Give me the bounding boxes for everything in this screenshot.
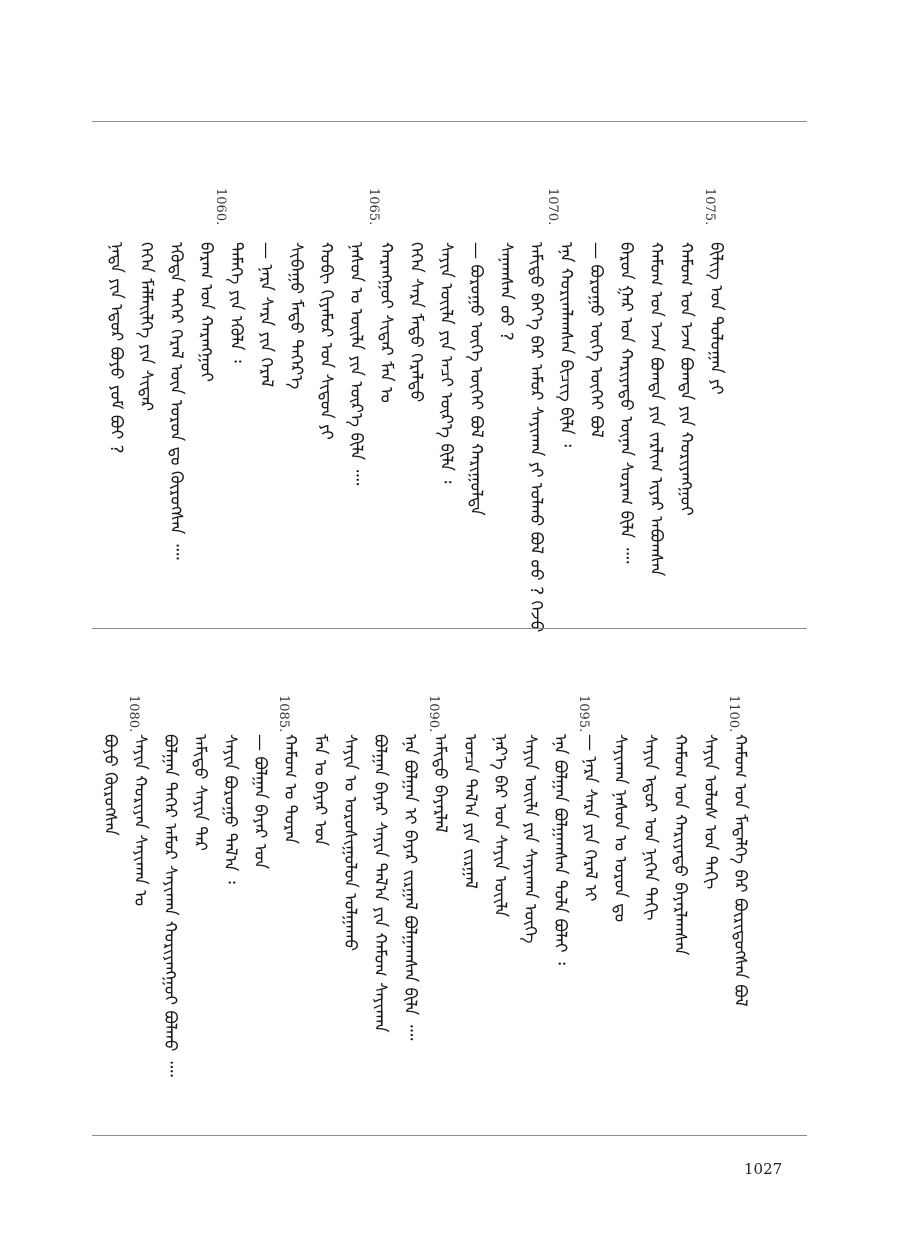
line-number: 1075. bbox=[702, 188, 717, 226]
verse-line-text: ᠰᠠᠨᠠᠭᠰᠠᠨ ᠤᠤ ? bbox=[496, 242, 516, 341]
line-number: 1090. bbox=[426, 695, 441, 733]
verse-line bbox=[162, 242, 186, 617]
verse-line-text: ᠬᠠᠮᠤᠭ ᠤᠨ ᠬᠠᠷᠢᠶᠠᠲᠤ ᠪᠠᠶᠠᠷᠯᠠᠭᠰᠠᠨ bbox=[670, 734, 690, 956]
verse-line-text: — ᠨᠠᠷᠠ ᠰᠠᠷᠠ ᠶᠢᠨ ᠭᠡᠷᠡᠯ bbox=[256, 242, 276, 388]
verse-line-text: ᠰᠢᠪᠠᠭᠤ ᠮᠡᠲᠦ ᠳᠡᠭᠡᠷ᠎ᠡ bbox=[286, 242, 306, 390]
line-number: 1080. bbox=[126, 695, 141, 733]
verse-line-text: ᠡᠨᠡ ᠪᠣᠯᠭᠠᠨ ᠪᠣᠯᠭᠠᠭᠰᠠᠨ ᠲᠤᠯᠠ ᠪᠣᠯᠠᠢ ᠄ bbox=[550, 734, 570, 965]
bottom-rule bbox=[92, 1135, 807, 1136]
verse-line bbox=[636, 734, 660, 1124]
verse-line bbox=[96, 734, 120, 1124]
verse-line-text: ᠬᠠᠮᠤᠭ ᠤ ᠳᠤᠷᠠᠨ bbox=[280, 734, 300, 845]
verse-line-text: ᠰᠠᠶᠢᠨ ᠡᠳᠦᠷ ᠤᠨ ᠨᠢᠭᠡᠨ ᠲᠡᠬᠢ bbox=[640, 734, 660, 921]
verse-line bbox=[432, 242, 456, 617]
verse-line bbox=[306, 734, 330, 1124]
verse-line bbox=[312, 242, 336, 617]
verse-line bbox=[216, 734, 240, 1124]
verse-line-text: ᠨᠡᠷ᠎ᠡ ᠪᠠᠷ ᠤᠨ ᠰᠠᠶᠢᠨ ᠦᠢᠯᠡ bbox=[490, 734, 510, 918]
verse-line bbox=[366, 734, 390, 1124]
verse-line bbox=[546, 734, 570, 1124]
line-number: 1065. bbox=[366, 188, 381, 226]
verse-block-1 bbox=[92, 122, 807, 633]
verse-line-text: ᠬᠠᠮᠤᠭ ᠤᠨ ᠡᠵᠡᠨ ᠪᠣᠭᠳᠠ ᠶᠢᠨ ᠬᠤᠷᠢᠶᠠᠩᠭᠤᠢ bbox=[676, 242, 696, 516]
verse-line-text: ᠪᠢᠯᠢᠭ ᠤᠨ ᠳᠣᠯᠣᠭᠠᠨ ᠶᠢ bbox=[706, 242, 726, 395]
verse-line-text: ᠰᠠᠶᠢᠬᠠᠨ ᠨᠠᠰᠤᠨ ᠤ ᠣᠷᠣᠨ ᠳᠤ bbox=[610, 734, 630, 923]
verse-line bbox=[456, 734, 480, 1124]
verse-line-text: ᠰᠠᠶᠢᠨ ᠬᠣᠷᠢᠶᠠᠨ ᠰᠠᠶᠢᠬᠠᠨ ᠤ bbox=[130, 734, 150, 907]
verse-line bbox=[672, 242, 696, 617]
verse-line-text: ᠰᠠᠶᠢᠨ ᠤ ᠣᠷᠣᠰᠢᠭᠤᠯᠤᠨ ᠣᠯᠭᠠᠬᠤ bbox=[340, 734, 360, 952]
verse-line bbox=[612, 242, 636, 617]
verse-line bbox=[156, 734, 180, 1124]
verse-line-text: ᠭᠡᠭᠡᠨ ᠰᠠᠷᠠ ᠮᠡᠲᠦ ᠭᠡᠷᠡᠯᠲᠦ bbox=[406, 242, 426, 403]
verse-line bbox=[402, 242, 426, 617]
line-number: 1095. bbox=[576, 695, 591, 733]
verse-line-text: ᠮᠠᠨ ᠤ ᠪᠠᠶᠠᠷ ᠤᠨ bbox=[310, 734, 330, 847]
verse-line-text: ᠪᠣᠯᠭᠠᠨ ᠪᠠᠶᠠᠷ ᠰᠠᠶᠢᠨ ᠲᠠᠯ᠎ᠠ ᠶᠢᠨ ᠬᠠᠮᠤᠭ ᠰᠠᠶᠢᠬᠠᠨ bbox=[370, 734, 390, 1033]
verse-line bbox=[582, 242, 606, 617]
verse-line bbox=[552, 242, 576, 617]
verse-line bbox=[372, 242, 396, 617]
verse-line bbox=[192, 242, 216, 617]
verse-line bbox=[132, 242, 156, 617]
page-number: 1027 bbox=[744, 1160, 783, 1178]
verse-line bbox=[252, 242, 276, 617]
verse-line bbox=[726, 734, 750, 1124]
verse-line-text: ᠪᠤᠶᠤ ᠬᠦᠷᠦᠭᠰᠡᠨ bbox=[100, 734, 120, 836]
verse-line bbox=[126, 734, 150, 1124]
verse-line-text: — ᠪᠤᠷᠤᠭᠤ ᠦᠭᠡ ᠦᠭᠡᠢ ᠪᠣᠯ bbox=[586, 242, 606, 438]
verse-line-text: ᠪᠠᠷᠤᠨ ᠭᠠᠷ ᠤᠨ ᠬᠠᠷᠢᠶᠠᠲᠤ ᠦᠨᠡᠨ ᠰᠤᠷᠠᠭ ᠪᠢᠯᠡ ᠁ bbox=[616, 242, 636, 564]
line-number: 1085. bbox=[276, 695, 291, 733]
verse-line bbox=[462, 242, 486, 617]
verse-line bbox=[342, 242, 366, 617]
verse-line bbox=[486, 734, 510, 1124]
verse-line bbox=[642, 242, 666, 617]
verse-line bbox=[702, 242, 726, 617]
verse-line-text: — ᠪᠤᠷᠤᠭᠤ ᠦᠭᠡ ᠦᠭᠡᠢ ᠪᠣᠯ ᠬᠠᠷᠢᠭᠤᠯᠲᠠ bbox=[466, 242, 486, 516]
verse-line-text: ᠡᠨᠡ ᠪᠣᠯᠭᠠᠨ ᠢ ᠪᠠᠶᠠᠷ ᠵᠢᠷᠭᠠᠯ ᠪᠣᠯᠭᠠᠭᠰᠠᠨ ᠪᠢᠯᠡ ᠁ bbox=[400, 734, 420, 1041]
line-number: 1060. bbox=[213, 188, 228, 226]
verse-line-text: ᠬᠠᠷᠠᠩᠭᠤᠢ ᠰᠢᠳᠠᠷ ᠮᠠᠨ ᠤ bbox=[376, 242, 396, 403]
verse-line bbox=[396, 734, 420, 1124]
verse-line-text: ᠠᠮᠢᠳᠤ ᠪᠠᠶᠠᠷᠯᠠᠯ bbox=[430, 734, 450, 833]
verse-line-text: ᠡᠨᠡ ᠬᠣᠷᠢᠭᠯᠠᠭᠰᠠᠨ ᠪᠢᠴᠢᠭ ᠪᠢᠯᠡ ᠄ bbox=[556, 242, 576, 448]
verse-line-text: ᠬᠠᠮᠤᠭ ᠤᠨ ᠡᠵᠡᠨ ᠪᠣᠭᠳᠠ ᠶᠢᠨ ᠵᠠᠷᠯᠢᠭ ᠢᠶᠠᠷ ᠠᠪᠤᠭᠰᠠᠨ bbox=[646, 242, 666, 577]
line-number: 1070. bbox=[545, 188, 560, 226]
verse-line bbox=[606, 734, 630, 1124]
verse-block-2 bbox=[92, 629, 807, 1134]
verse-line bbox=[576, 734, 600, 1124]
verse-line-text: ᠪᠠᠷᠠᠭ ᠤᠨ ᠬᠠᠷᠠᠩᠭᠤᠢ bbox=[196, 242, 216, 382]
line-number: 1100. bbox=[726, 695, 741, 733]
verse-line bbox=[492, 242, 516, 617]
verse-line-text: ᠰᠠᠶᠢᠨ ᠤᠯᠤᠰ ᠤᠨ ᠲᠡᠬᠢ bbox=[700, 734, 720, 890]
verse-line-text: ᠠᠮᠢᠳᠤ ᠰᠠᠶᠢᠨ ᠲᠡᠷ bbox=[190, 734, 210, 852]
verse-line bbox=[276, 734, 300, 1124]
verse-line bbox=[246, 734, 270, 1124]
verse-line bbox=[696, 734, 720, 1124]
verse-line-text: ᠲᠡᠮᠡᠭᠡ ᠶᠢᠨ ᠡᠭᠦᠯᠡ ᠄ bbox=[226, 242, 246, 363]
verse-line-text: ᠰᠠᠶᠢᠨ ᠦᠢᠯᠡ ᠶᠢᠨ ᠰᠠᠶᠢᠬᠠᠨ ᠦᠭᠡ bbox=[520, 734, 540, 944]
verse-line-text: ᠨᠠᠳᠠ ᠶᠢᠨ ᠡᠳᠦᠷ ᠪᠤᠶᠤ ᠶᠤᠮ ᠪᠤᠢ ? bbox=[106, 242, 126, 454]
verse-line-text: ᠣᠨᠴᠠ ᠲᠠᠯ᠎ᠠ ᠶᠢᠨ ᠵᠢᠷᠭᠠᠯ bbox=[460, 734, 480, 889]
verse-line-text: — ᠪᠣᠯᠭᠠᠨ ᠪᠠᠶᠠᠷ ᠤᠨ bbox=[250, 734, 270, 870]
verse-line-text: ᠭᠡᠭᠡᠨ ᠮᠡᠯᠮᠡᠢᠯᠭᠡ ᠶᠢᠨ ᠰᠢᠳᠠᠷ bbox=[136, 242, 156, 412]
verse-line bbox=[522, 242, 546, 633]
verse-line-text: ᠰᠠᠶᠢᠨ ᠪᠤᠷᠤᠭᠤ ᠲᠠᠯ᠎ᠠ ᠄ bbox=[220, 734, 240, 884]
verse-line bbox=[666, 734, 690, 1124]
verse-line-text: ᠠᠮᠢᠳᠤ ᠪᠡᠶ᠎ᠡ ᠪᠡᠷ ᠠᠮᠤᠷ ᠰᠠᠶᠢᠬᠠᠨ ᠶᠢ ᠣᠯᠬᠤ ᠪᠣᠯ ᠤᠤ ? ᠭᠡᠵᠦ bbox=[526, 242, 546, 633]
verse-line-text: — ᠨᠠᠷᠠ ᠰᠠᠷᠠ ᠶᠢᠨ ᠭᠡᠷᠡᠯ ᠢ bbox=[580, 734, 600, 902]
verse-line bbox=[426, 734, 450, 1124]
verse-line bbox=[222, 242, 246, 617]
verse-line bbox=[102, 242, 126, 617]
verse-line-text: ᠬᠠᠮᠤᠭ ᠤᠨ ᠮᠡᠳᠡᠯᠭᠡ ᠪᠠᠷ ᠪᠦᠷᠢᠳᠦᠭᠰᠡᠨ ᠪᠣᠯ bbox=[730, 734, 750, 1007]
verse-line bbox=[282, 242, 306, 617]
verse-line-text: ᠪᠣᠯᠭᠠᠨ ᠲᠡᠭᠡᠷ ᠠᠮᠤᠷ ᠰᠠᠶᠢᠬᠠᠨ ᠬᠤᠷᠢᠶᠠᠩᠭᠤᠢ ᠪᠣᠯᠬᠤ ᠁ bbox=[160, 734, 180, 1077]
verse-line-text: ᠬᠤᠪᠢ ᠬᠢᠶᠠᠮᠤᠷ ᠤᠨ ᠰᠢᠳᠦᠨ ᠶᠢ bbox=[316, 242, 336, 440]
verse-line-text: ᠡᠭᠦᠳᠡ ᠲᠡᠭᠡᠷ ᠭᠡᠷᠡᠯ ᠦᠨ ᠣᠷᠣᠨ ᠳᠤ ᠬᠦᠷᠦᠭᠰᠡᠨ ᠁ bbox=[166, 242, 186, 560]
verse-line bbox=[336, 734, 360, 1124]
verse-line-text: ᠰᠠᠶᠢᠨ ᠦᠢᠯᠡ ᠶᠢᠨ ᠠᠴᠢ ᠦᠷ᠎ᠡ ᠪᠢᠯᠡ ᠄ bbox=[436, 242, 456, 484]
verse-line-text: ᠨᠠᠰᠤᠨ ᠤ ᠦᠢᠯᠡ ᠶᠢᠨ ᠦᠷ᠎ᠡ ᠪᠢᠯᠡ ᠁ bbox=[346, 242, 366, 486]
verse-line bbox=[186, 734, 210, 1124]
verse-line bbox=[516, 734, 540, 1124]
